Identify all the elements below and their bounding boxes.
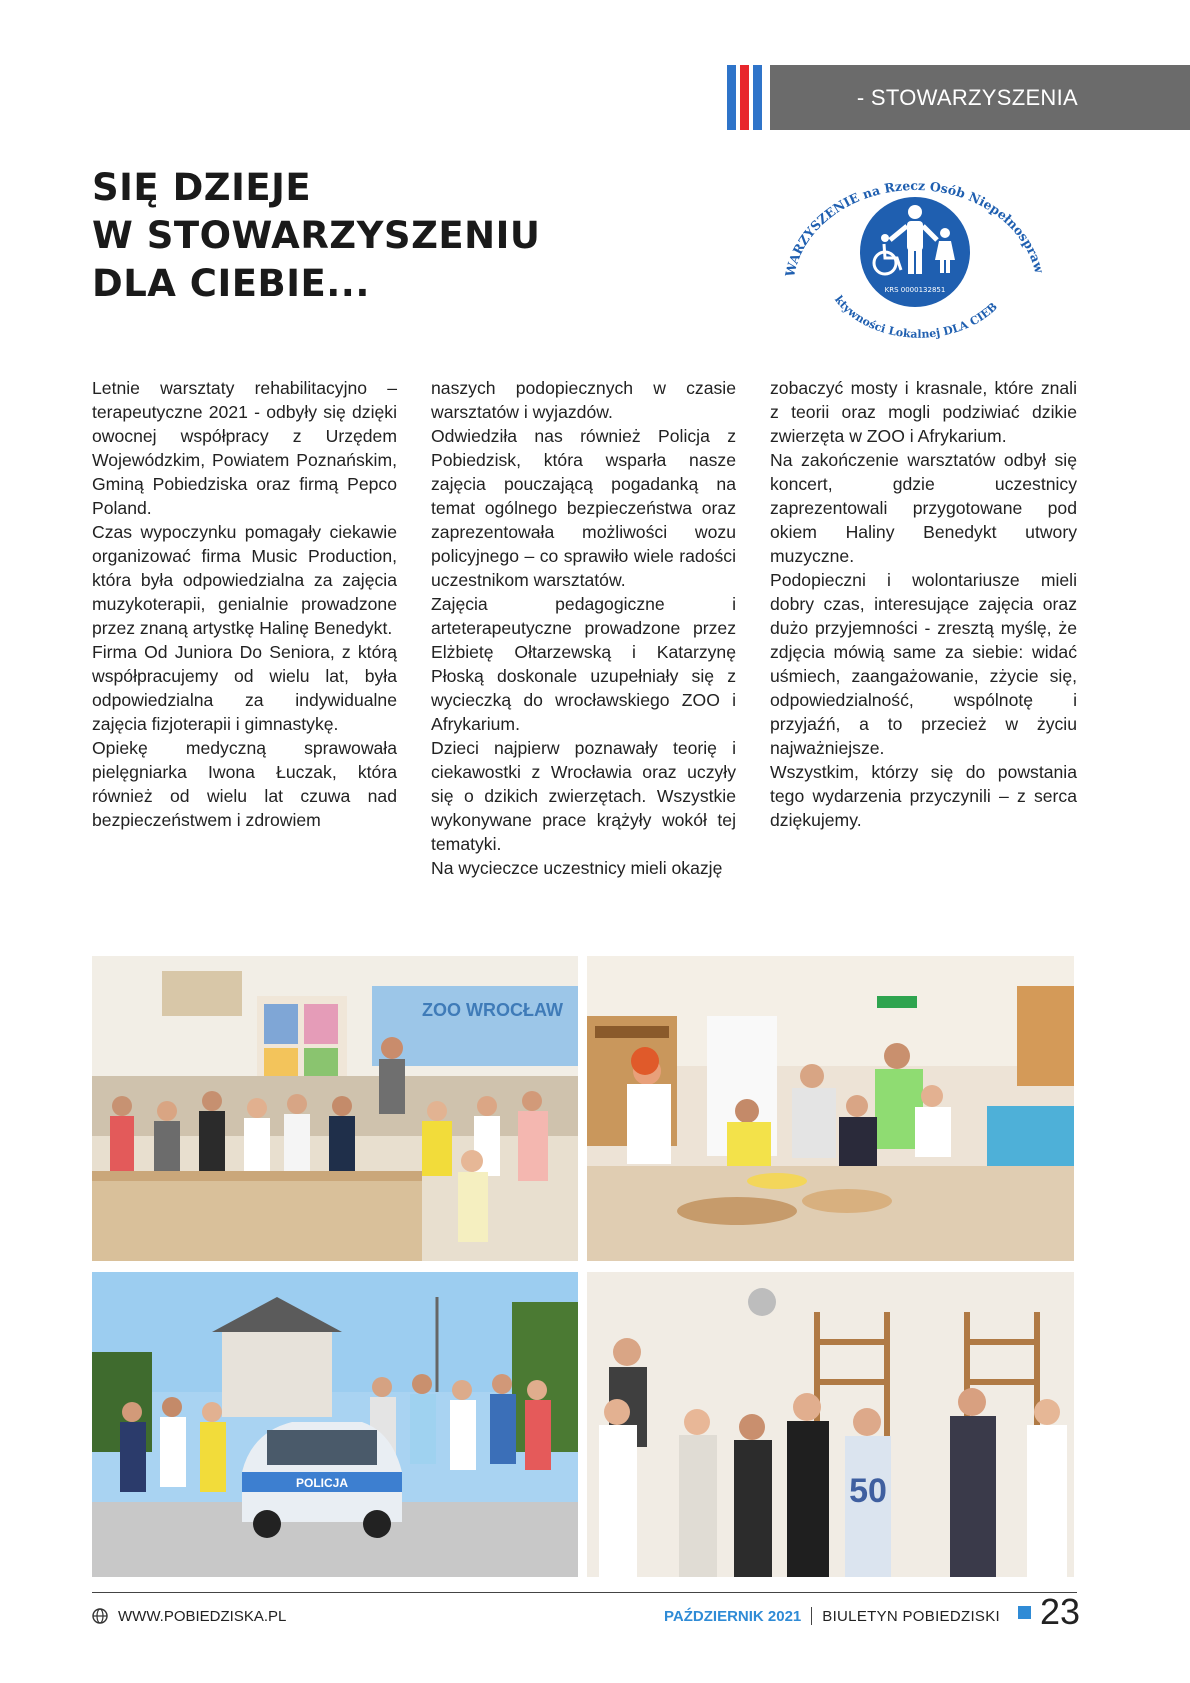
shirt-number: 50 (849, 1472, 887, 1510)
globe-icon (92, 1608, 108, 1624)
classroom-banner: ZOO WROCŁAW (422, 1000, 563, 1020)
paragraph: Dzieci najpierw poznawały teorię i ciekawostki z Wrocławia oraz uczyły się o dzikich zwierzętach. Wszystkie wykonywane prace krążyły wokół tej tematyki. (431, 738, 736, 854)
section-label: - STOWARZYSZENIA (856, 84, 1078, 110)
paragraph: naszych podopiecznych w czasie warsztatów i wyjazdów. (431, 378, 736, 422)
page-number: 23 (1040, 1591, 1081, 1632)
baking-table (587, 1166, 1074, 1261)
flag-stripe-red (740, 65, 749, 130)
paragraph: Odwiedziła nas również Policja z Pobiedzisk, która wsparła nasze zajęcia pouczającą pogadanką na temat ogólnego bezpieczeństwa oraz zaprezentowała możliwości wozu policyjnego – co sprawiło wiele radości uczestnikom warsztatów. (431, 426, 736, 590)
paragraph: Letnie warsztaty rehabilitacyjno – terapeutyczne 2021 - odbyły się dzięki owocnej współpracy z Urzędem Wojewódzkim, Powiatem Poznańskim, Gminą Pobiedziska oraz firmą Pepco Poland. (92, 378, 397, 518)
headline-line: DLA CIEBIE... (92, 262, 370, 305)
photo-group-classroom (92, 956, 578, 1261)
issue-month: PAŹDZIERNIK 2021 (664, 1607, 802, 1625)
section-header (770, 65, 1190, 130)
logo-krs: KRS 0000132851 (884, 286, 946, 294)
photo-kitchen-workshop (587, 956, 1074, 1261)
police-car (242, 1422, 402, 1538)
logo-arc-bottom: ktywności Lokalnej DLA CIEB (831, 293, 1000, 341)
page-marker-square (1018, 1606, 1031, 1619)
website-url[interactable]: WWW.POBIEDZISKA.PL (118, 1607, 287, 1625)
paragraph: Na zakończenie warsztatów odbył się koncert, gdzie uczestnicy zaprezentowali przygotowane pod okiem Haliny Benedykt utwory muzyczne. (770, 450, 1077, 566)
house (222, 1327, 332, 1417)
article-headline (92, 164, 692, 308)
footer-rule (92, 1592, 1077, 1593)
article-column-1 (92, 376, 397, 832)
paragraph: Czas wypoczynku pomagały ciekawie organizować firma Music Production, która była odpowiedzialna za zajęcia muzykoterapii, genialnie prowadzone przez znaną artystkę Halinę Benedykt. (92, 522, 397, 638)
flag-stripe-blue (727, 65, 736, 130)
logo-arc-top: WARZYSZENIE na Rzecz Osób Niepełnospraw (782, 178, 1048, 279)
paragraph: Na wycieczce uczestnicy mieli okazję (431, 858, 723, 878)
article-column-3 (770, 376, 1077, 832)
paragraph: Firma Od Juniora Do Seniora, z którą współpracujemy od wielu lat, była odpowiedzialna za indywidualne zajęcia fizjoterapii i gimnastykę. (92, 642, 397, 734)
headline-line: W STOWARZYSZENIU (92, 214, 541, 257)
photo-gym-group (587, 1272, 1074, 1577)
paragraph: Opiekę medyczną sprawowała pielęgniarka Iwona Łuczak, która również od wielu lat czuwa nad bezpieczeństwem i zdrowiem (92, 738, 397, 830)
footer-website[interactable] (92, 1596, 286, 1636)
headline-line: SIĘ DZIEJE (92, 166, 312, 209)
police-label: POLICJA (295, 1476, 349, 1490)
flag-stripe-blue (753, 65, 762, 130)
paragraph: Podopieczni i wolontariusze mieli dobry czas, interesujące zajęcia oraz dużo przyjemności - zresztą myślę, że zdjęcia mówią same za siebie: widać uśmiech, zaangażowanie, zżycie się, odpowiedzialność, wspólnotę i przyjaźń, a to przecież w życiu najważniejsze. (770, 570, 1077, 758)
article-column-2 (431, 376, 736, 880)
paragraph: zobaczyć mosty i krasnale, które znali z teorii oraz mogli podziwiać dzikie zwierzęta w ZOO i Afrykarium. (770, 378, 1077, 446)
paragraph: Wszystkim, którzy się do powstania tego wydarzenia przyczynili – z serca dziękujemy. (770, 762, 1077, 830)
wall-lamp (748, 1288, 776, 1316)
footer-divider (811, 1607, 812, 1625)
publication-name: BIULETYN POBIEDZISKI (822, 1607, 1000, 1625)
photo-police-visit (92, 1272, 578, 1577)
paragraph: Zajęcia pedagogiczne i arteterapeutyczne prowadzone przez Elżbietę Ołtarzewską i Katarzynę Płoską doskonale uzupełniały się z wycieczką do wrocławskiego ZOO i Afrykarium. (431, 594, 736, 734)
table (92, 1176, 422, 1261)
association-logo (765, 160, 1065, 360)
exit-sign (877, 996, 917, 1008)
footer-publication (664, 1596, 1000, 1636)
